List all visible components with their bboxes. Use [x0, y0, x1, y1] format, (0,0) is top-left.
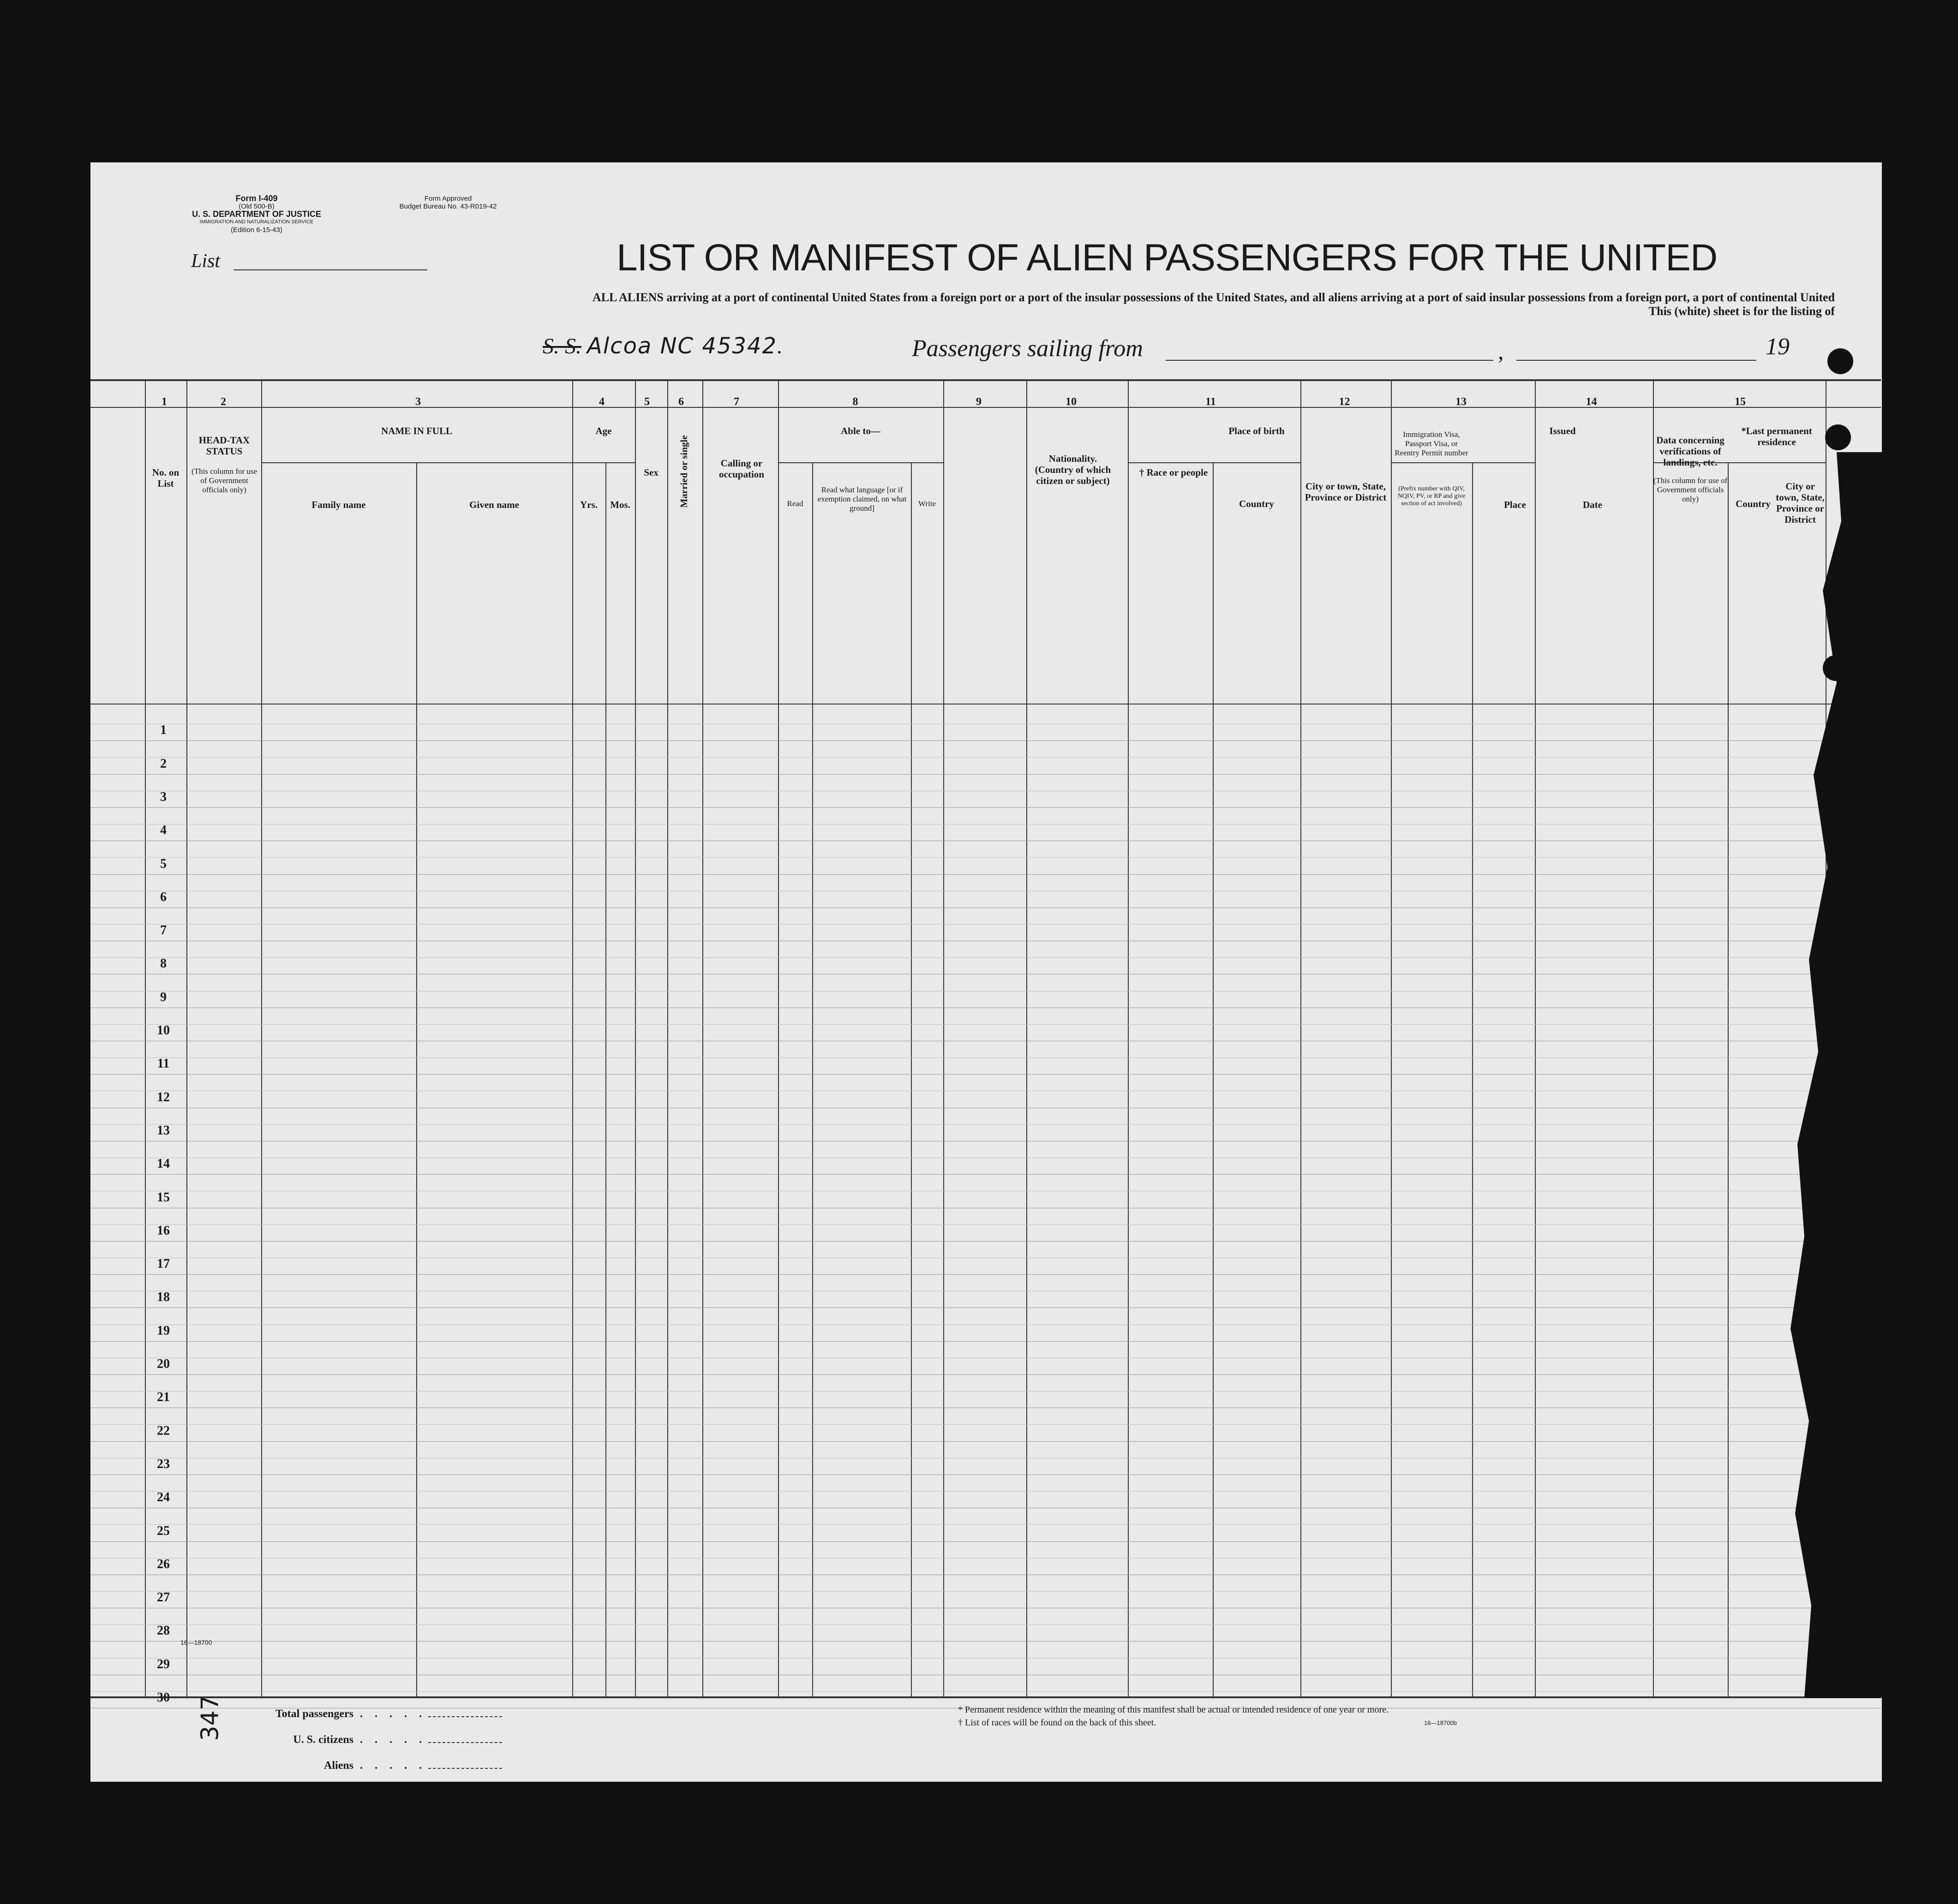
punch-hole [1823, 655, 1849, 681]
header-sex: Sex [644, 467, 659, 478]
header-head-tax: HEAD-TAX STATUS [198, 435, 250, 457]
col-number: 15 [1735, 396, 1746, 408]
row-number: 14 [157, 1157, 170, 1171]
header-read: Read [787, 499, 803, 508]
table-row-line [90, 740, 1881, 741]
header-race: † Race or people [1139, 467, 1208, 478]
row-number: 6 [160, 889, 167, 904]
row-number: 9 [160, 990, 167, 1004]
row-number: 29 [157, 1657, 170, 1671]
header-family-name: Family name [311, 499, 366, 510]
old-form-number: (Old 500-B) [239, 203, 275, 210]
row-number: 20 [157, 1357, 170, 1371]
col-number: 5 [644, 396, 650, 408]
sailing-from-label: Passengers sailing from [912, 335, 1143, 362]
header-calling: Calling or occupation [719, 458, 764, 480]
col-number: 3 [415, 396, 421, 408]
department-name: U. S. DEPARTMENT OF JUSTICE [192, 209, 321, 219]
row-number: 26 [157, 1557, 170, 1571]
approval-block [372, 195, 524, 210]
row-number: 21 [157, 1390, 170, 1405]
table-row-midline [90, 1224, 1881, 1225]
table-row-line [90, 1174, 1881, 1175]
dots: . . . . . [360, 1708, 426, 1720]
ship-prefix: S. S. [543, 334, 581, 358]
table-row-line [90, 774, 1881, 775]
dots: . . . . . [360, 1760, 426, 1772]
table-row-line [90, 1274, 1881, 1275]
manifest-sheet [90, 162, 1882, 1782]
row-number: 11 [157, 1056, 170, 1071]
header-residence-city: City or town, State, Province or District [1776, 481, 1825, 525]
table-row-midline [90, 857, 1881, 858]
header-birth-city: City or town, State, Province or District [1305, 481, 1387, 503]
header-write: Write [918, 499, 936, 508]
table-row-line [90, 874, 1881, 875]
table-row-line [90, 907, 1881, 908]
table-row-midline [90, 1591, 1881, 1592]
footnotes [958, 1703, 1389, 1729]
list-label: List [191, 251, 221, 272]
header-issued-date: Date [1583, 499, 1602, 510]
row-number: 5 [160, 856, 167, 871]
page-subtitle [441, 291, 1835, 318]
col-number: 12 [1339, 396, 1350, 408]
row-number: 2 [160, 756, 167, 771]
row-number: 25 [157, 1523, 170, 1538]
row-number: 30 [157, 1690, 170, 1705]
header-visa: Immigration Visa, Passport Visa, or Reentry Permit number [1395, 430, 1468, 457]
col-number: 2 [221, 396, 226, 408]
form-number: Form I-409 [235, 194, 278, 203]
header-issued-place: Place [1504, 499, 1526, 510]
page-title: LIST OR MANIFEST OF ALIEN PASSENGERS FOR THE UNITED [617, 237, 1718, 279]
row-number: 12 [157, 1090, 170, 1104]
header-given-name: Given name [469, 499, 519, 510]
table-bottom-border [90, 1696, 1881, 1698]
table-row-midline [90, 1624, 1881, 1625]
service-name: IMMIGRATION AND NATURALIZATION SERVICE [199, 219, 314, 225]
header-birth-country: Country [1239, 498, 1274, 509]
us-citizens-label: U. S. citizens [293, 1734, 353, 1746]
header-nationality: Nationality. (Country of which citizen or subject) [1035, 453, 1111, 486]
row-number: 13 [157, 1123, 170, 1138]
punch-hole [1827, 348, 1853, 374]
table-row-midline [90, 924, 1881, 925]
table-row-midline [90, 1691, 1881, 1692]
table-row-midline [90, 757, 1881, 758]
aliens-label: Aliens [323, 1760, 353, 1772]
sailing-date-field[interactable] [1516, 360, 1756, 361]
header-data-concerning: Data concerning verifications of landings, etc. [1656, 435, 1724, 468]
table-top-border [90, 379, 1881, 381]
subtitle-line-1: ALL ALIENS arriving at a port of continental United States from a foreign port or a port of the insular possessions of the United States, and all aliens arriving at a port of said insular possessions from a foreign port, a port of continental United [592, 291, 1835, 304]
footnote-races: † List of races will be found on the back of this sheet. [958, 1718, 1156, 1728]
row-number: 28 [157, 1623, 170, 1638]
table-row-line [90, 1341, 1881, 1342]
row-number: 18 [157, 1290, 170, 1305]
punch-hole [1825, 424, 1851, 450]
row-number: 17 [157, 1257, 170, 1271]
table-row-midline [90, 1491, 1881, 1492]
form-identifier [169, 195, 344, 234]
header-issued: Issued [1549, 425, 1576, 436]
header-last-residence: *Last permanent residence [1741, 425, 1812, 448]
row-number: 7 [160, 923, 167, 938]
header-years: Yrs. [580, 499, 598, 510]
header-data-note: (This column for use of Government officials only) [1653, 476, 1728, 503]
table-row-midline [90, 1057, 1881, 1058]
row-number: 3 [160, 789, 167, 804]
col-number: 8 [852, 396, 858, 408]
row-number: 24 [157, 1490, 170, 1505]
ship-name-handwritten: Alcoa NC 45342 [587, 333, 777, 359]
total-passengers-label: Total passengers [275, 1708, 353, 1720]
year-prefix: 19 [1766, 334, 1790, 360]
row-number: 23 [157, 1456, 170, 1471]
manifest-table [90, 379, 1881, 1705]
table-row-line [90, 1307, 1881, 1308]
form-edition: (Edition 6-15-43) [231, 226, 282, 234]
header-no-on-list: No. on List [152, 467, 180, 489]
header-age: Age [595, 425, 612, 436]
header-name-in-full: NAME IN FULL [381, 425, 452, 436]
header-able-to: Able to— [841, 425, 880, 436]
row-number: 1 [160, 723, 167, 738]
side-handwritten-number: 347 [196, 1695, 224, 1741]
header-read-language: Read what language [or if exemption claimed, on what ground] [817, 485, 907, 513]
table-row-midline [90, 1424, 1881, 1425]
col-number: 9 [976, 396, 982, 408]
col-number: 7 [734, 396, 739, 408]
row-number: 10 [157, 1023, 170, 1038]
header-married: Married or single [678, 435, 689, 508]
table-row-midline [90, 957, 1881, 958]
row-number: 16 [157, 1223, 170, 1238]
row-number: 27 [157, 1590, 170, 1605]
header-residence-country: Country [1736, 498, 1771, 509]
sailing-from-field[interactable] [1166, 360, 1493, 361]
col-number: 13 [1455, 396, 1467, 408]
totals-block [261, 1701, 502, 1779]
total-passengers-field[interactable] [428, 1716, 502, 1717]
col-number: 14 [1586, 396, 1597, 408]
footnote-residence: * Permanent residence within the meaning of this manifest shall be actual or intended residence of one year or more. [958, 1705, 1389, 1715]
dots: . . . . . [360, 1734, 426, 1746]
table-row-line [90, 1474, 1881, 1475]
footer-code: 16—18700b [1424, 1719, 1457, 1726]
col-number: 4 [599, 396, 605, 408]
ship-name-field[interactable]: S. S. Alcoa NC 45342. [543, 333, 783, 359]
table-row-line [90, 1374, 1881, 1375]
aliens-field[interactable] [428, 1768, 502, 1769]
table-row-midline [90, 1024, 1881, 1025]
header-place-of-birth: Place of birth [1228, 425, 1285, 436]
print-code: 16—18700 [180, 1639, 212, 1646]
table-row-midline [90, 1524, 1881, 1525]
us-citizens-field[interactable] [428, 1742, 502, 1743]
form-approved: Form Approved [424, 195, 472, 203]
col-number: 6 [678, 396, 684, 408]
table-row-line [90, 1441, 1881, 1442]
row-number: 15 [157, 1190, 170, 1205]
row-number: 19 [157, 1323, 170, 1338]
table-row-line [90, 807, 1881, 808]
budget-number: Budget Bureau No. 43-R019-42 [399, 203, 497, 210]
comma-separator: , [1498, 338, 1504, 364]
table-row-midline [90, 1124, 1881, 1125]
row-number: 4 [160, 823, 167, 838]
header-head-tax-note: (This column for use of Government officials only) [191, 467, 257, 494]
col-number: 1 [162, 396, 167, 408]
row-number: 8 [160, 956, 167, 971]
header-visa-note: (Prefix number with QIV, NQIV, PV, or RP and give section of act involved) [1397, 485, 1466, 507]
subtitle-line-2: This (white) sheet is for the listing of [1648, 304, 1835, 318]
row-number: 22 [157, 1423, 170, 1438]
list-number-field[interactable] [234, 269, 427, 270]
table-row-midline [90, 1658, 1881, 1659]
table-row-line [90, 1541, 1881, 1542]
header-months: Mos. [610, 499, 630, 510]
col-number: 11 [1205, 396, 1216, 408]
col-number: 10 [1066, 396, 1077, 408]
